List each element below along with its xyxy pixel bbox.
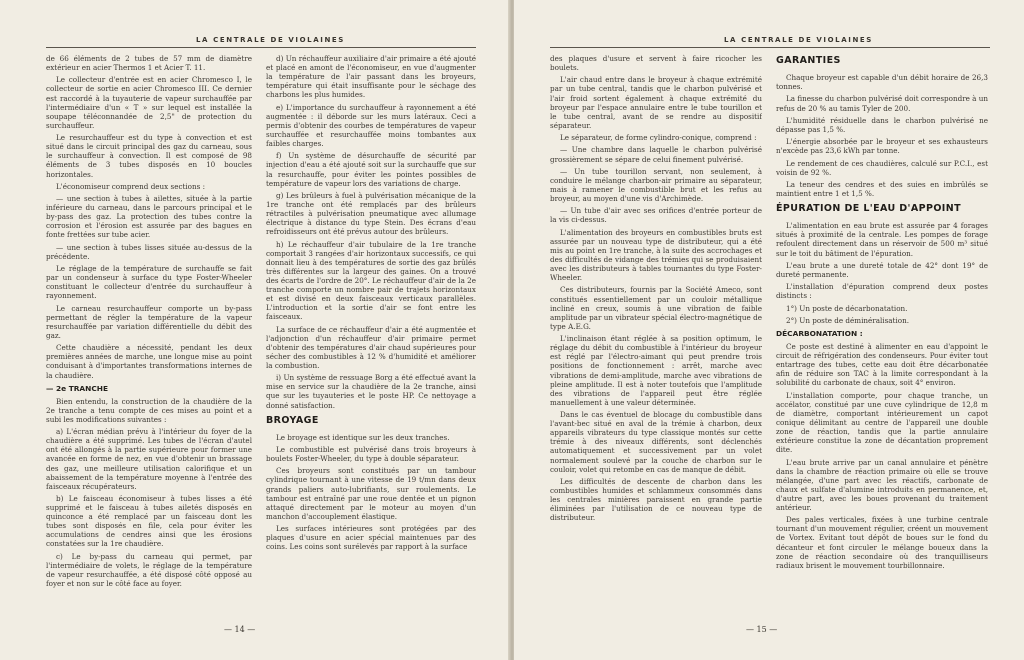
paragraph: L'air chaud entre dans le broyeur à chaque extrémité par un tube central, tandis que le charbon pulvérisé et l'air froid sortent également à chaque extrémité du broyeur par l'espace annulaire entre le tube tourillon et le tube central, avant de se rendre au dispositif séparateur.	[550, 75, 762, 130]
right-column-1	[550, 54, 762, 622]
left-column-2	[266, 54, 476, 622]
paragraph: de 66 éléments de 2 tubes de 57 mm de diamètre extérieur en acier Thermos 1 et Acier T. 11.	[46, 54, 252, 73]
paragraph: L'énergie absorbée par le broyeur et ses exhausteurs n'excède pas 23,6 kWh par tonne.	[776, 137, 988, 156]
paragraph: L'humidité résiduelle dans le charbon pulvérisé ne dépasse pas 1,5 %.	[776, 115, 988, 134]
paragraph: des plaques d'usure et servent à faire ricocher les boulets.	[550, 54, 762, 73]
paragraph: L'installation d'épuration comprend deux postes distincts :	[776, 282, 988, 301]
paragraph: L'alimentation des broyeurs en combustibles bruts est assurée par un nouveau type de distributeur, qui a été mis au point en 1re tranche, à la suite des accrochages et des difficultés de vidange des trémies qui se produisaient avec les distributeurs à tables tournantes du type Foster-Wheeler.	[550, 227, 762, 283]
paragraph: — une section à tubes à ailettes, située à la partie inférieure du carneau, dans le parcours principal et le by-pass des gaz. La protection des tubes contre la corrosion et l'érosion est assurée par des bagues en fonte frettées sur tube acier.	[46, 194, 252, 240]
paragraph: Les difficultés de descente de charbon dans les combustibles humides et schlammeux consommés dans les centrales minières paraissent en grande partie éliminées par l'utilisation de ce nouveau type de distributeur.	[550, 476, 762, 523]
paragraph: La finesse du charbon pulvérisé doit correspondre à un refus de 20 % au tamis Tyler de 200.	[776, 94, 988, 113]
right-page	[514, 0, 1024, 660]
paragraph: — une section à tubes lisses située au-dessus de la précédente.	[46, 242, 252, 261]
paragraph: Le combustible est pulvérisé dans trois broyeurs à boulets Foster-Wheeler, du type à double séparateur.	[266, 444, 476, 464]
paragraph: a) L'écran médian prévu à l'intérieur du foyer de la chaudière a été supprimé. Les tubes de l'écran d'autel ont été allongés à la partie supérieure pour former une avancée en forme de nez, en vue d'obtenir un brassage des gaz, une meilleure utilisation calorifique et un abaissement de la température moyenne à l'entrée des faisceaux récupérateurs.	[46, 427, 252, 491]
paragraph: e) L'importance du surchauffeur à rayonnement a été augmentée : il déborde sur les murs latéraux. Ceci a permis d'obtenir des courbes de températures de vapeur surchauffée et resurchauffée moins tombantes aux faibles charges.	[266, 102, 476, 149]
left-column-1	[46, 54, 252, 622]
paragraph: Le rendement de ces chaudières, calculé sur P.C.I., est voisin de 92 %.	[776, 158, 988, 177]
section-heading-epuration: ÉPURATION DE L'EAU D'APPOINT	[776, 203, 961, 215]
section-subheading-decarbonatation: DÉCARBONATATION :	[776, 328, 863, 338]
header-rule	[46, 47, 476, 48]
left-page	[0, 0, 510, 660]
paragraph: 2°) Un poste de déminéralisation.	[786, 315, 909, 325]
header-rule	[550, 47, 990, 48]
paragraph: — Un tube d'air avec ses orifices d'entrée porteur de la vis ci-dessus.	[550, 206, 762, 225]
paragraph: c) Le by-pass du carneau qui permet, par l'intermédiaire de volets, le réglage de la température de vapeur resurchauffée, a été disposé côté opposé au foyer et non sur le côté face au foyer.	[46, 551, 252, 589]
paragraph: L'économiseur comprend deux sections :	[56, 181, 206, 191]
running-head: LA CENTRALE DE VIOLAINES	[724, 36, 873, 44]
paragraph: L'eau brute arrive par un canal annulaire et pénètre dans la chambre de réaction primaire où elle se trouve mélangée, d'une part avec les réactifs, carbonate de chaux et sulfate d'alumine introduits en permanence, et, d'autre part, avec les boues provenant du traitement antérieur.	[776, 457, 988, 512]
paragraph: Le séparateur, de forme cylindro-conique, comprend :	[560, 133, 757, 143]
paragraph: — Un tube tourillon servant, non seulement, à conduire le mélange charbon-air primaire au séparateur, mais à ramener le combustible brut et les refus au broyeur, au moyen d'une vis d'Archimède.	[550, 166, 762, 204]
paragraph: Bien entendu, la construction de la chaudière de la 2e tranche a tenu compte de ces mises au point et a subi les modifications suivantes :	[46, 396, 252, 424]
paragraph: La teneur des cendres et des suies en imbrûlés se maintient entre 1 et 1,5 %.	[776, 179, 988, 199]
paragraph: Dans le cas éventuel de blocage du combustible dans l'avant-bec situé en aval de la trémie à charbon, deux appareils vibrateurs du type classique montés sur cette trémie à des niveaux différents, sont déclenchés automatiquement et successivement par un volet normalement soulevé par la couche de charbon sur le couloir, volet qui retombe en cas de manque de débit.	[550, 410, 762, 474]
paragraph: Le resurchauffeur est du type à convection et est situé dans le circuit principal des gaz du carneau, sous le surchauffeur à convection. Il est composé de 98 éléments de 3 tubes disposés en 10 boucles horizontales.	[46, 133, 252, 179]
paragraph: Le carneau resurchauffeur comporte un by-pass permettant de régler la température de la vapeur resurchauffée par variation différentielle du débit des gaz.	[46, 303, 252, 340]
paragraph: Le broyage est identique sur les deux tranches.	[276, 432, 450, 442]
paragraph: Chaque broyeur est capable d'un débit horaire de 26,3 tonnes.	[776, 73, 988, 92]
running-head: LA CENTRALE DE VIOLAINES	[196, 36, 345, 44]
paragraph: d) Un réchauffeur auxiliaire d'air primaire a été ajouté et placé en amont de l'économiseur, en vue d'augmenter la température de l'air passant dans les broyeurs, température qui était insuffisante pour le séchage des charbons les plus humides.	[266, 54, 476, 100]
paragraph: Le collecteur d'entrée est en acier Chromesco I, le collecteur de sortie en acier Chromesco III. Ce dernier est raccordé à la tuyauterie de vapeur surchauffée par l'intermédiaire d'un « T » sur lequel est installée la soupape téléconnandée de 2,5" de protection du surchauffeur.	[46, 75, 252, 130]
paragraph: Ces distributeurs, fournis par la Société Ameco, sont constitués essentiellement par un couloir métallique incliné en creux, soumis à une vibration de faible amplitude par un vibrateur spécial électro-magnétique de type A.E.G.	[550, 285, 762, 331]
paragraph: — Une chambre dans laquelle le charbon pulvérisé grossièrement se sépare de celui finement pulvérisé.	[550, 145, 762, 164]
paragraph: L'installation comporte, pour chaque tranche, un accélator, constitué par une cuve cylindrique de 12,8 m de diamètre, comportant intérieurement un capot conique délimitant au centre de l'appareil une double zone de réaction, tandis que la partie annulaire extérieure constitue la zone de décantation proprement dite.	[776, 390, 988, 455]
page-number: — 15 —	[746, 625, 778, 634]
paragraph: b) Le faisceau économiseur à tubes lisses a été supprimé et le faisceau à tubes ailetés disposés en quinconce a été remplacé par un faisceau dont les tubes sont disposés en file, cela pour éviter les accumulations de cendres ainsi que les érosions constatées sur la 1re chaudière.	[46, 494, 252, 549]
section-heading-garanties: GARANTIES	[776, 55, 841, 66]
paragraph: L'inclinaison étant réglée à sa position optimum, le réglage du débit du combustible à l'intérieur du broyeur est réglé par l'électro-aimant qui peut prendre trois positions de fonctionnement : arrêt, marche avec vibrations de demi-amplitude, marche avec vibrations de pleine amplitude. Il est à noter toutefois que l'amplitude des vibrations de l'appareil peut être réglée manuellement à une valeur déterminée.	[550, 334, 762, 407]
paragraph: Le réglage de la température de surchauffe se fait par un condenseur à surface du type Foster-Wheeler constituant le collecteur d'entrée du surchauffeur à rayonnement.	[46, 264, 252, 301]
paragraph: g) Les brûleurs à fuel à pulvérisation mécanique de la 1re tranche ont été remplacés par des brûleurs rétractiles à pulvérisation pneumatique avec allumage électrique à distance du type Stein. Des écrans d'eau refroidisseurs ont été prévus autour des brûleurs.	[266, 190, 476, 237]
paragraph: h) Le réchauffeur d'air tubulaire de la 1re tranche comportait 3 rangées d'air horizontaux successifs, ce qui donnait lieu à des températures de sortie des gaz brûlés très différentes sur la largeur des gaines. On a trouvé des écarts de l'ordre de 20°. Le réchauffeur d'air de la 2e tranche comporte un nombre pair de trajets horizontaux et est divisé en deux faisceaux verticaux parallèles. L'introduction et la sortie d'air se font entre les faisceaux.	[266, 239, 476, 322]
paragraph: Les surfaces intérieures sont protégées par des plaques d'usure en acier spécial maintenues par des coins. Les coins sont surélevés par rapport à la surface	[266, 524, 476, 552]
paragraph: i) Un système de ressuage Borg a été effectué avant la mise en service sur la chaudière de la 2e tranche, ainsi que sur les tuyauteries et le poste HP. Ce nettoyage a donné satisfaction.	[266, 373, 476, 410]
paragraph: Cette chaudière a nécessité, pendant les deux premières années de marche, une longue mise au point conduisant à d'importantes transformations internes de la chaudière.	[46, 343, 252, 380]
section-heading-broyage: BROYAGE	[266, 414, 319, 426]
paragraph: Des pales verticales, fixées à une turbine centrale tournant d'un mouvement régulier, créent un mouvement de Vortex. Evitant tout dépôt de boues sur le fond du décanteur et font circuler le mélange boueux dans la zone de réaction secondaire où des tranquilliseurs radiaux brisent le mouvement tourbillonnaire.	[776, 515, 988, 570]
paragraph: L'alimentation en eau brute est assurée par 4 forages situés à proximité de la centrale. Les pompes de forage refoulent directement dans un réservoir de 500 m³ situé sur le toit du bâtiment de l'épuration.	[776, 221, 988, 258]
paragraph: f) Un système de désurchauffe de sécurité par injection d'eau a été ajouté soit sur la surchauffe que sur la resurchauffe, pour éviter les pointes possibles de température de vapeur lors des variations de charge.	[266, 151, 476, 188]
section-subheading: — 2e TRANCHE	[46, 383, 108, 393]
paragraph: Ce poste est destiné à alimenter en eau d'appoint le circuit de réfrigération des condenseurs. Pour éviter tout entartrage des tubes, cette eau doit être décarbonatée afin de réduire son TAC à la limite correspondant à la solubilité du carbonate de chaux, soit 4° environ.	[776, 342, 988, 388]
right-column-2	[776, 54, 988, 622]
paragraph: La surface de ce réchauffeur d'air a été augmentée et l'adjonction d'un réchauffeur d'air primaire permet d'obtenir des températures d'air chaud supérieures pour sécher des combustibles à 12 % d'humidité et améliorer la combustion.	[266, 324, 476, 370]
page-number: — 14 —	[224, 625, 256, 634]
paragraph: 1°) Un poste de décarbonatation.	[786, 303, 908, 313]
paragraph: Ces broyeurs sont constitués par un tambour cylindrique tournant à une vitesse de 19 t/mn dans deux grands paliers auto-lubrifiants, sur roulements. Le tambour est entraîné par une roue dentée et un pignon attaqué directement par le moteur au moyen d'un manchon d'accouplement élastique.	[266, 466, 476, 521]
paragraph: L'eau brute a une dureté totale de 42° dont 19° de dureté permanente.	[776, 260, 988, 279]
